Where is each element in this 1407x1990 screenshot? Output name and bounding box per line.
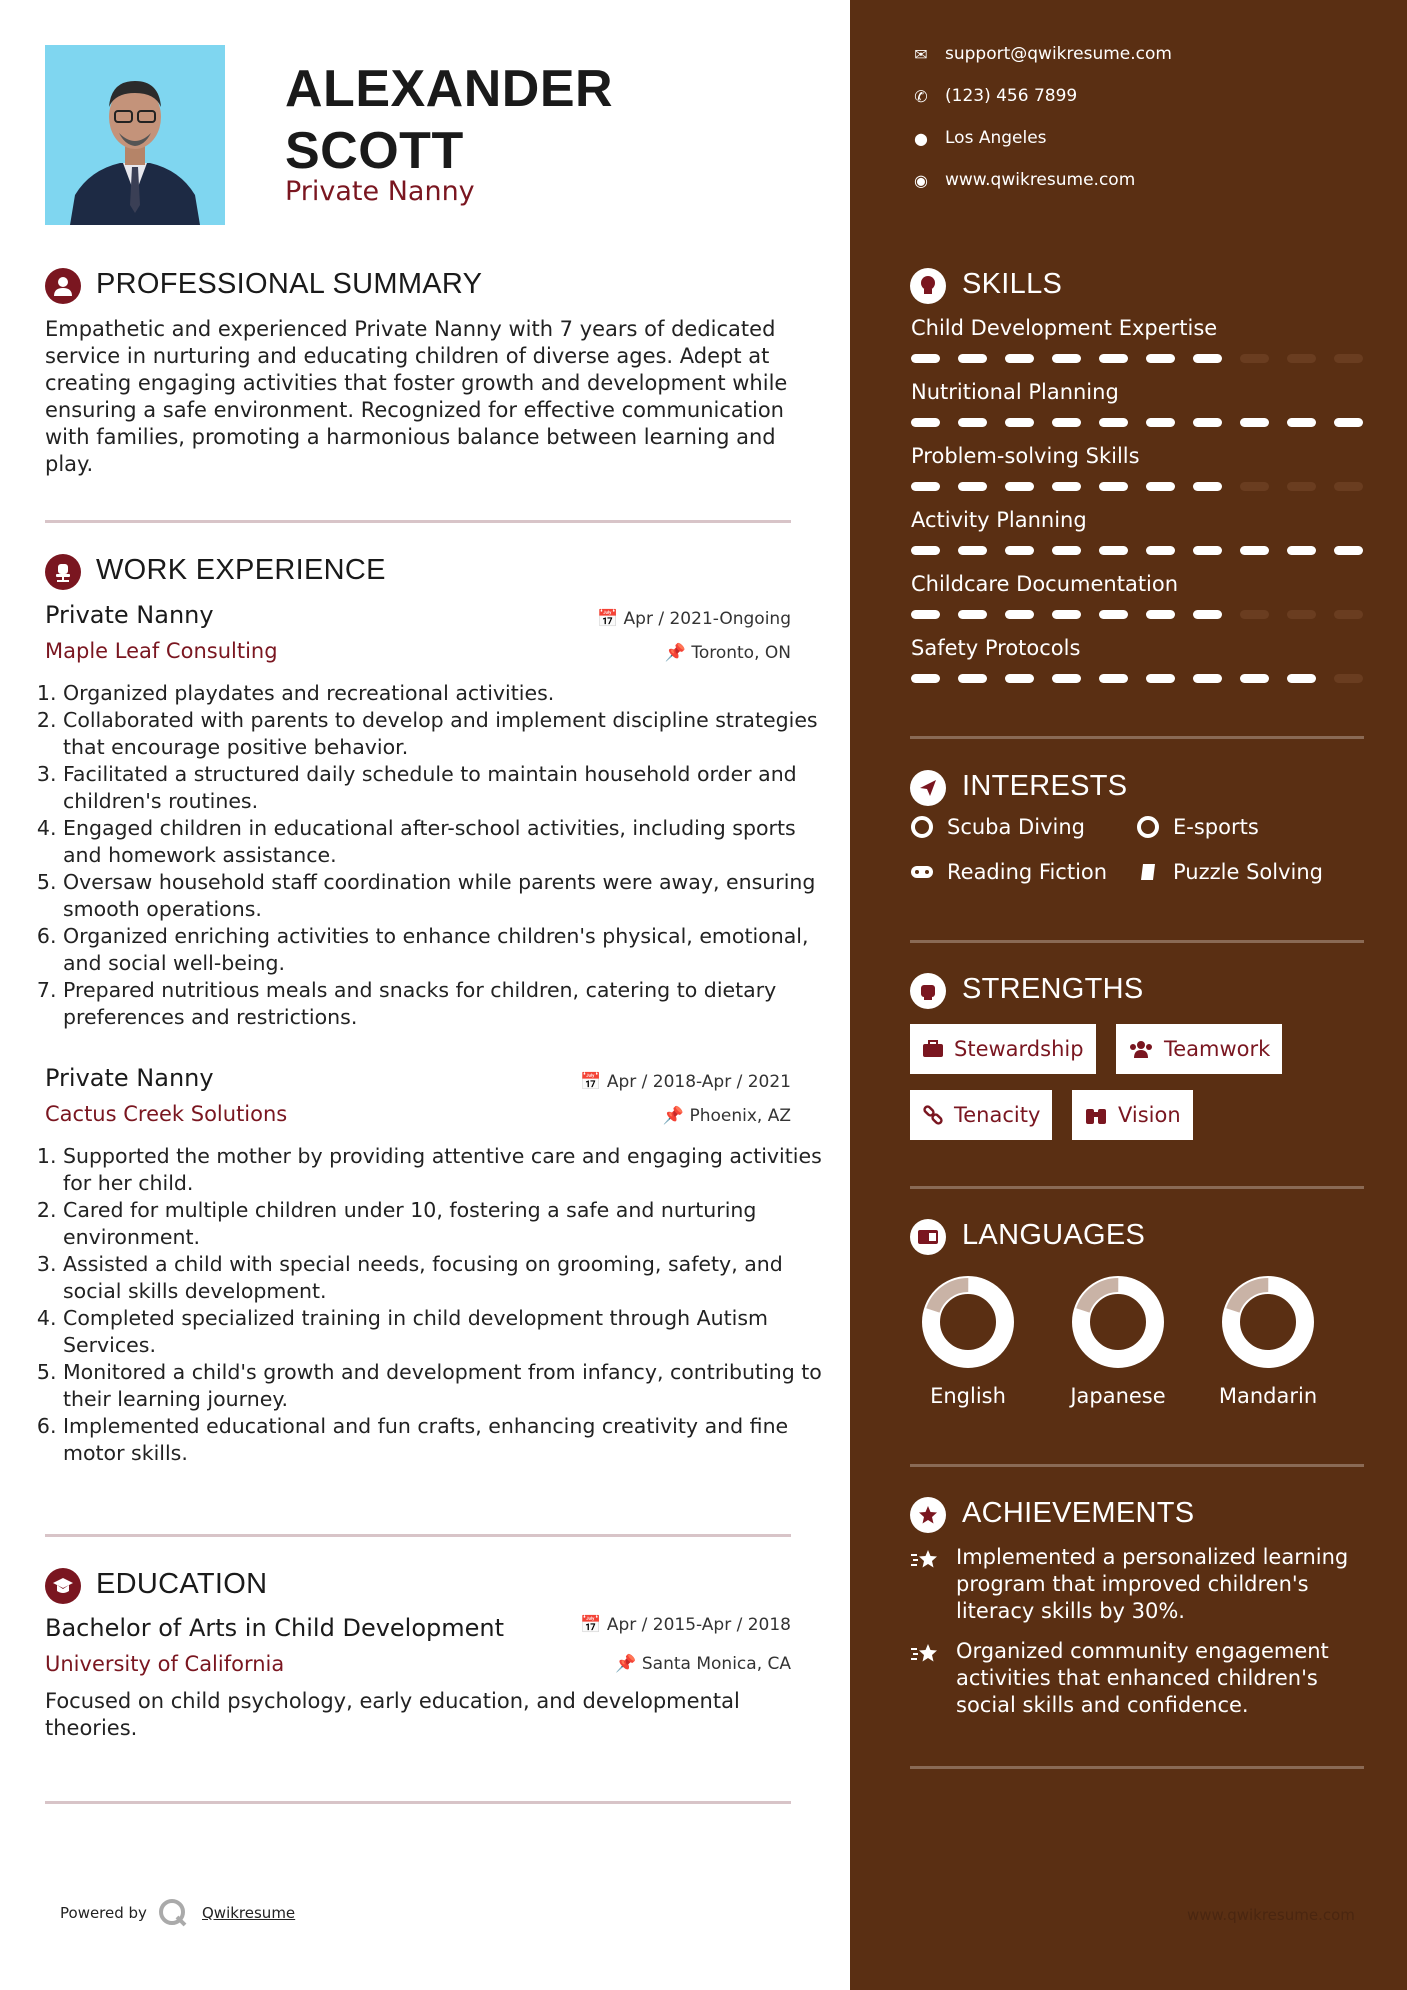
job-dates: 📅 Apr / 2021-Ongoing [596,609,791,629]
skill-level-segment [1099,610,1128,619]
skill-level-segment [1193,482,1222,491]
pin-icon: 📌 [615,1654,637,1674]
skill-level-segment [1052,674,1081,683]
skill-level-segment [1005,418,1034,427]
skill-label: Problem-solving Skills [911,444,1140,468]
education-heading: EDUCATION [96,1568,268,1600]
strength-tag: Tenacity [910,1090,1052,1140]
star-icon [910,1642,940,1670]
list-item: 2. Cared for multiple children under 10, fostering a safe and nurturing environment. [63,1197,823,1251]
job-company: Maple Leaf Consulting [45,639,278,663]
list-item: 3. Facilitated a structured daily schedule to maintain household order and children's routines. [63,761,823,815]
job-duties [45,1143,823,1467]
job-title: Private Nanny [45,1064,214,1092]
interests-heading: INTERESTS [962,770,1128,802]
interest-item: Reading Fiction [910,860,1107,884]
language-proficiency-ring [1068,1272,1168,1372]
contact-phone[interactable]: ✆ (123) 456 7899 [907,86,1077,106]
section-divider [910,1464,1364,1467]
brand-link[interactable]: Qwikresume [202,1904,296,1922]
degree-title: Bachelor of Arts in Child Development [45,1614,505,1642]
skill-level-segment [958,674,987,683]
skill-label: Safety Protocols [911,636,1081,660]
skill-level-segment [1334,354,1363,363]
graduation-icon [45,1568,81,1604]
skill-level-segment [1193,674,1222,683]
paper-plane-icon [910,770,946,806]
skill-level-segment [1334,482,1363,491]
summary-text: Empathetic and experienced Private Nanny with 7 years of dedicated service in nurturing and educating children of diverse ages. Adept at creating engaging activities that foster growth and development while ensuring a safe environment. Recognized for effective communication with families, promoting a harmonious balance between learning and play. [45,317,788,476]
interest-item: E-sports [1136,815,1259,839]
skill-level-segment [911,354,940,363]
skill-level-segment [1005,546,1034,555]
skill-level-bar [911,546,1363,555]
pin-icon: 📌 [662,1106,685,1126]
skill-level-segment [1287,546,1316,555]
skill-level-bar [911,354,1363,363]
skill-level-segment [911,546,940,555]
list-item: 2. Collaborated with parents to develop and implement discipline strategies that encourage positive behavior. [63,707,823,761]
strengths-heading: STRENGTHS [962,973,1144,1005]
qwikresume-logo-icon [157,1897,189,1933]
list-item: 5. Monitored a child's growth and development from infancy, contributing to their learning journey. [63,1359,823,1413]
job-company: Cactus Creek Solutions [45,1102,288,1126]
pin-icon: 📌 [664,643,686,663]
star-icon [910,1548,940,1576]
skill-level-segment [1193,418,1222,427]
book-icon [1136,860,1160,884]
skill-level-segment [1099,418,1128,427]
skill-level-segment [1287,674,1316,683]
skill-level-segment [1005,354,1034,363]
interest-item: Puzzle Solving [1136,860,1323,884]
briefcase-icon [922,1040,944,1058]
skill-level-segment [1146,674,1175,683]
phone-icon: ✆ [914,86,928,106]
globe-icon: ◉ [914,170,928,190]
star-badge-icon [910,1497,946,1533]
skill-level-segment [1052,418,1081,427]
fist-icon [910,973,946,1009]
skill-level-segment [1099,546,1128,555]
job-location: 📌 Phoenix, AZ [662,1106,791,1126]
section-divider [910,1766,1364,1769]
lifebuoy-icon [910,815,934,839]
skill-level-bar [911,610,1363,619]
skill-level-segment [1146,610,1175,619]
list-item: 4. Engaged children in educational after-school activities, including sports and homework assistance. [63,815,823,869]
lifebuoy-icon [1136,815,1160,839]
skill-level-segment [1005,610,1034,619]
powered-by-label: Powered by [60,1904,147,1922]
list-item: 1. Organized playdates and recreational activities. [63,680,823,707]
skill-level-segment [1334,674,1363,683]
skill-level-segment [911,674,940,683]
skill-level-segment [1240,610,1269,619]
contact-website[interactable]: ◉ www.qwikresume.com [907,170,1135,190]
skill-level-segment [1240,482,1269,491]
footer-site: www.qwikresume.com [1187,1906,1355,1924]
candidate-name: ALEXANDER SCOTT [285,60,614,180]
skill-level-segment [911,482,940,491]
skill-level-segment [1240,546,1269,555]
skill-level-segment [958,482,987,491]
achievement-item: Implemented a personalized learning program that improved children's literacy skills by 30%. [956,1545,1349,1623]
skill-level-segment [1334,418,1363,427]
skill-level-segment [958,610,987,619]
skill-level-segment [1052,546,1081,555]
summary-heading: PROFESSIONAL SUMMARY [96,268,483,300]
language-label: English [930,1384,1006,1408]
language-label: Mandarin [1218,1384,1318,1408]
skill-level-segment [1287,482,1316,491]
achievements-heading: ACHIEVEMENTS [962,1497,1195,1529]
skill-label: Nutritional Planning [911,380,1119,404]
skill-level-segment [1334,610,1363,619]
skill-level-segment [958,354,987,363]
achievement-item: Organized community engagement activities that enhanced children's social skills and confidence. [956,1639,1329,1717]
skills-heading: SKILLS [962,268,1063,300]
briefcase-chair-icon [45,554,81,590]
skill-level-segment [1099,674,1128,683]
section-divider [45,1801,791,1804]
skill-level-segment [1240,674,1269,683]
skill-level-segment [1287,610,1316,619]
skill-label: Childcare Documentation [911,572,1179,596]
language-icon [910,1219,946,1255]
skill-level-segment [958,546,987,555]
skill-level-segment [1334,546,1363,555]
skill-level-segment [1052,354,1081,363]
calendar-icon: 📅 [580,1072,602,1092]
skill-level-segment [1052,610,1081,619]
skill-label: Child Development Expertise [911,316,1218,340]
strength-tag: Stewardship [910,1024,1096,1074]
section-divider [45,520,791,523]
profile-photo [45,45,225,225]
skill-level-bar [911,674,1363,683]
skill-label: Activity Planning [911,508,1087,532]
education-description: Focused on child psychology, early education, and developmental theories. [45,1689,740,1740]
gamepad-icon [910,860,934,884]
skill-level-segment [1005,674,1034,683]
skill-level-segment [1099,354,1128,363]
education-dates: 📅 Apr / 2015-Apr / 2018 [580,1615,791,1635]
section-divider [910,940,1364,943]
list-item: 1. Supported the mother by providing attentive care and engaging activities for her child. [63,1143,823,1197]
languages-heading: LANGUAGES [962,1219,1146,1251]
strength-tag: Vision [1072,1090,1193,1140]
job-dates: 📅 Apr / 2018-Apr / 2021 [580,1072,791,1092]
skill-level-segment [958,418,987,427]
skill-level-bar [911,482,1363,491]
map-pin-icon: ● [914,128,928,148]
interest-item: Scuba Diving [910,815,1085,839]
list-item: 4. Completed specialized training in child development through Autism Services. [63,1305,823,1359]
section-divider [910,736,1364,739]
link-icon [922,1104,944,1126]
skill-level-segment [1099,482,1128,491]
skill-level-segment [1146,482,1175,491]
list-item: 6. Organized enriching activities to enhance children's physical, emotional, and social well-being. [63,923,823,977]
skill-level-segment [1240,354,1269,363]
language-proficiency-ring [1218,1272,1318,1372]
user-icon [45,268,81,304]
language-proficiency-ring [918,1272,1018,1372]
calendar-icon: 📅 [580,1615,602,1635]
skill-level-segment [911,418,940,427]
skill-level-segment [1146,418,1175,427]
skill-level-segment [911,610,940,619]
envelope-icon: ✉ [914,44,928,64]
skill-level-segment [1287,354,1316,363]
language-label: Japanese [1070,1384,1166,1408]
skill-level-segment [1146,546,1175,555]
section-divider [45,1534,791,1537]
skill-level-segment [1193,546,1222,555]
list-item: 3. Assisted a child with special needs, focusing on grooming, safety, and social skills development. [63,1251,823,1305]
candidate-role: Private Nanny [285,176,475,207]
school-name: University of California [45,1652,285,1676]
binoculars-icon [1084,1105,1108,1125]
education-location: 📌 Santa Monica, CA [615,1654,791,1674]
job-location: 📌 Toronto, ON [664,643,791,663]
contact-email[interactable]: ✉ support@qwikresume.com [907,44,1172,64]
skill-level-segment [1052,482,1081,491]
skill-level-segment [1193,354,1222,363]
contact-location: ● Los Angeles [907,128,1047,148]
skill-level-segment [1240,418,1269,427]
job-duties [45,680,823,1031]
list-item: 5. Oversaw household staff coordination while parents were away, ensuring smooth operations. [63,869,823,923]
skill-level-segment [1005,482,1034,491]
strength-tag: Teamwork [1116,1024,1282,1074]
skill-level-bar [911,418,1363,427]
section-divider [910,1186,1364,1189]
list-item: 7. Prepared nutritious meals and snacks for children, catering to dietary preferences and restrictions. [63,977,823,1031]
job-title: Private Nanny [45,601,214,629]
experience-heading: WORK EXPERIENCE [96,554,386,586]
list-item: 6. Implemented educational and fun crafts, enhancing creativity and fine motor skills. [63,1413,823,1467]
users-icon [1128,1040,1154,1058]
skill-level-segment [1146,354,1175,363]
skill-level-segment [1287,418,1316,427]
lightbulb-icon [910,268,946,304]
skill-level-segment [1193,610,1222,619]
calendar-icon: 📅 [596,609,619,629]
